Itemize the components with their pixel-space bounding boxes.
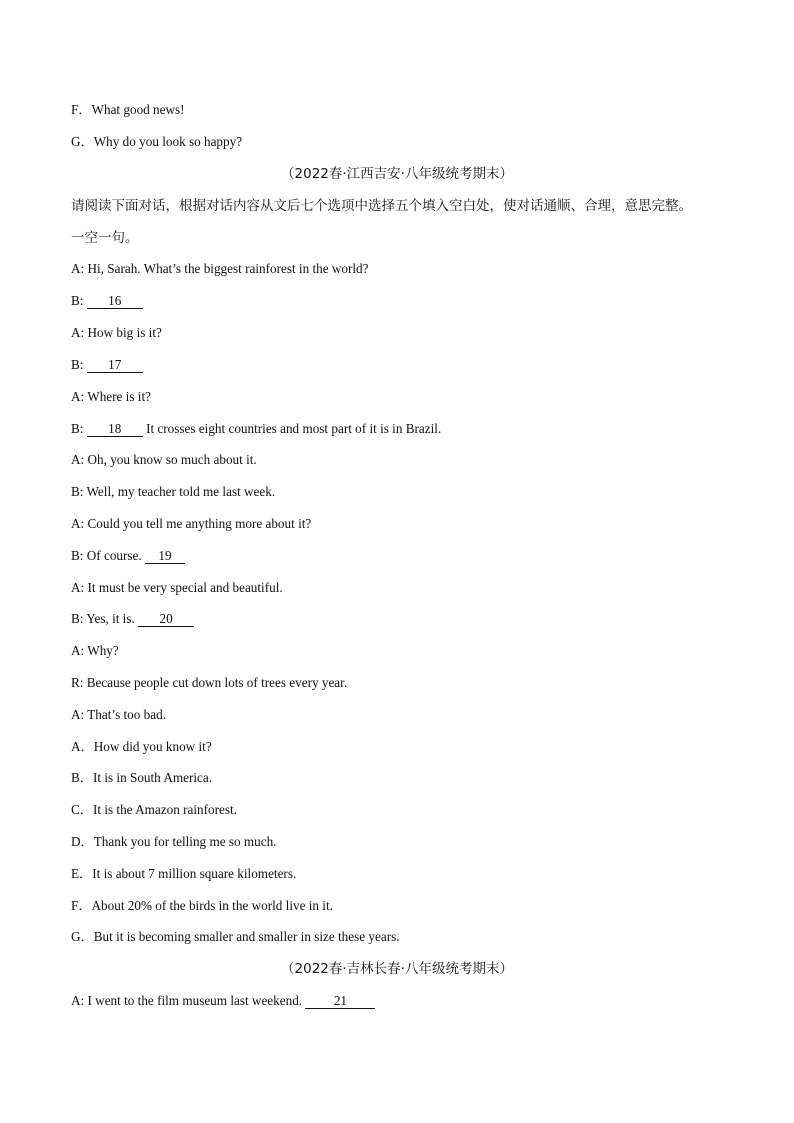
answer-blank-18[interactable]: 18 [87,421,143,437]
speaker-label: B: [71,484,84,499]
dialogue-text: Of course. [86,548,142,563]
dialogue-line [71,324,734,342]
dialogue-line [71,515,734,533]
option-text: Why do you look so happy? [93,134,243,149]
speaker-label: B: [71,548,84,563]
answer-blank-16[interactable]: 16 [87,293,143,309]
option-f [71,897,734,915]
answer-blank-21[interactable]: 21 [305,993,375,1009]
option-letter: D． [71,834,94,849]
dialogue-text: Hi, Sarah. What’s the biggest rainforest in the world? [87,261,369,276]
option-c [71,801,734,819]
option-text: It is the Amazon rainforest. [92,802,237,817]
option-text: Thank you for telling me so much. [93,834,277,849]
speaker-label: A: [71,993,85,1008]
option-d [71,833,734,851]
dialogue-text: It must be very special and beautiful. [87,580,283,595]
dialogue-text: That’s too bad. [87,707,166,722]
option-text: About 20% of the birds in the world live in it. [91,898,333,913]
answer-blank-19[interactable]: 19 [145,548,185,564]
dialogue-line [71,547,734,565]
option-letter: A． [71,739,94,754]
dialogue-text: Why? [87,643,119,658]
dialogue-text: Oh, you know so much about it. [87,452,257,467]
speaker-label: B: [71,611,84,626]
dialogue-line [71,992,734,1010]
option-a [71,738,734,756]
dialogue-line [71,260,734,278]
dialogue-text: Because people cut down lots of trees every year. [86,675,348,690]
speaker-label: A: [71,325,85,340]
dialogue-line [71,420,734,438]
dialogue-line [71,356,734,374]
option-text: How did you know it? [93,739,212,754]
speaker-label: A: [71,452,85,467]
dialogue-line [71,579,734,597]
option-text: But it is becoming smaller and smaller in size these years. [93,929,400,944]
dialogue-text: Yes, it is. [86,611,135,626]
dialogue-line [71,674,734,692]
option-letter: G． [71,134,94,149]
dialogue-text: Where is it? [87,389,151,404]
speaker-label: A: [71,389,85,404]
option-text: What good news! [91,102,185,117]
dialogue-text: Could you tell me anything more about it? [87,516,312,531]
speaker-label: R: [71,675,84,690]
speaker-label: B: [71,421,84,436]
dialogue-text: I went to the film museum last weekend. [87,993,303,1008]
dialogue-text: Well, my teacher told me last week. [86,484,276,499]
speaker-label: B: [71,357,84,372]
dialogue-line [71,451,734,469]
section1-instruction-line2: 一空一句。 [71,230,139,246]
dialogue-line [71,388,734,406]
option-letter: B． [71,770,93,785]
speaker-label: A: [71,707,85,722]
option-letter: F． [71,102,92,117]
answer-blank-17[interactable]: 17 [87,357,143,373]
speaker-label: A: [71,643,85,658]
dialogue-line [71,642,734,660]
prev-option-f [71,101,734,119]
answer-blank-20[interactable]: 20 [138,611,194,627]
speaker-label: B: [71,293,84,308]
dialogue-line [71,483,734,501]
option-b [71,769,734,787]
dialogue-line [71,610,734,628]
prev-option-g [71,133,734,151]
option-letter: C． [71,802,93,817]
speaker-label: A: [71,516,85,531]
speaker-label: A: [71,261,85,276]
option-text: It is about 7 million square kilometers. [92,866,297,881]
dialogue-text: It crosses eight countries and most part of it is in Brazil. [146,421,442,436]
speaker-label: A: [71,580,85,595]
option-letter: F． [71,898,92,913]
dialogue-text: How big is it? [87,325,162,340]
option-letter: G． [71,929,94,944]
section2-source: （2022春·吉林长春·八年级统考期末） [281,961,513,977]
option-e [71,865,734,883]
option-text: It is in South America. [92,770,213,785]
section1-instruction-line1: 请阅读下面对话，根据对话内容从文后七个选项中选择五个填入空白处，使对话通顺、合理，意思完整。 [71,198,692,214]
dialogue-line [71,292,734,310]
option-letter: E． [71,866,93,881]
option-g [71,928,734,946]
section1-source: （2022春·江西吉安·八年级统考期末） [281,166,513,182]
dialogue-line [71,706,734,724]
